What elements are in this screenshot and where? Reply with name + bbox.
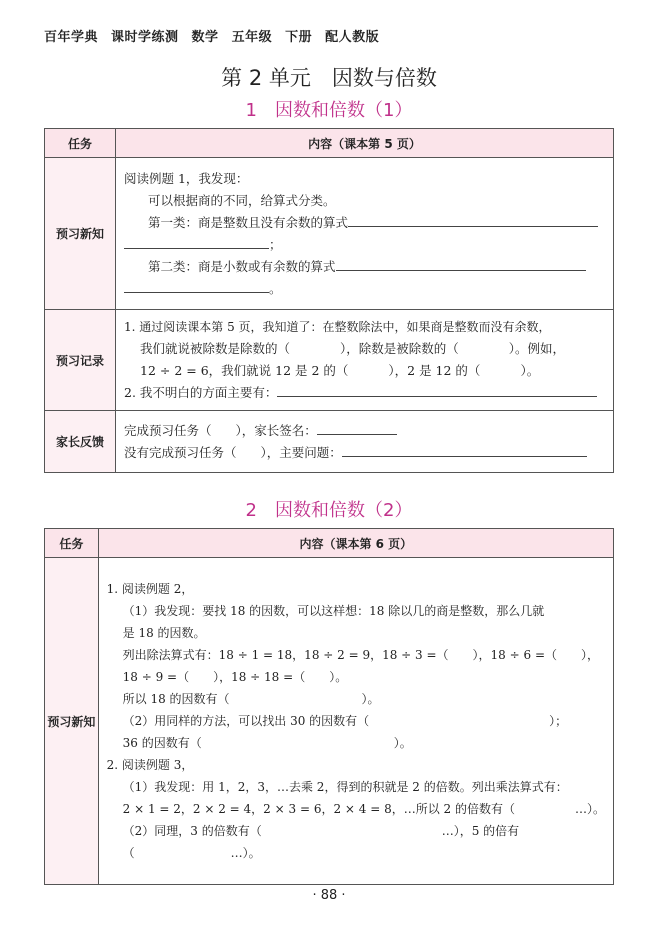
row-label: 预习新知 bbox=[45, 158, 116, 310]
answer-blank[interactable] bbox=[336, 256, 586, 271]
text-line: ）。例如， bbox=[508, 341, 566, 356]
text-line: 没有完成预习任务（ bbox=[124, 444, 237, 460]
unit-title: 第 2 单元 因数与倍数 bbox=[221, 66, 437, 90]
text-line: 2. 我不明白的方面主要有： bbox=[124, 385, 278, 400]
text-line: （2）同理，3 的倍数有（ …），5 的倍有 bbox=[122, 824, 520, 838]
row-label: 预习新知 bbox=[45, 558, 99, 885]
text-line: ； bbox=[269, 236, 282, 252]
col-content-header: 内容（课本第 6 页） bbox=[98, 529, 613, 558]
text-line: 所以 18 的因数有（ ）。 bbox=[122, 692, 380, 706]
text-line: ），家长签名： bbox=[235, 422, 317, 438]
page-number: · 88 · bbox=[312, 888, 346, 903]
text-line: 12 ÷ 2 = 6，我们就说 12 是 2 的（ bbox=[140, 363, 349, 378]
row-content bbox=[116, 310, 614, 411]
text-line: 2 × 1 = 2，2 × 2 = 4，2 × 3 = 6，2 × 4 = 8，…所以 2 的倍数有（ …）。 bbox=[122, 802, 605, 816]
text-line: 可以根据商的不同，给算式分类。 bbox=[148, 192, 336, 208]
book-header: 百年学典 课时学练测 数学 五年级 下册 配人教版 bbox=[44, 30, 380, 45]
col-task-header: 任务 bbox=[45, 529, 99, 558]
section-2-table bbox=[44, 528, 614, 885]
text-line: 第二类：商是小数或有余数的算式 bbox=[148, 258, 336, 274]
text-line: ），除数是被除数的（ bbox=[340, 341, 459, 356]
answer-blank[interactable] bbox=[124, 278, 269, 293]
answer-blank[interactable] bbox=[348, 212, 598, 227]
answer-blank[interactable] bbox=[342, 442, 587, 457]
text-line: 是 18 的因数。 bbox=[122, 626, 206, 640]
text-line: （1）我发现：用 1，2，3，…去乘 2，得到的积就是 2 的倍数。列出乘法算式有： bbox=[122, 780, 568, 794]
text-line: 1. 阅读例题 2， bbox=[106, 582, 194, 596]
section-1-table bbox=[44, 128, 614, 473]
col-content-header: 内容（课本第 5 页） bbox=[116, 129, 614, 158]
answer-blank[interactable] bbox=[277, 382, 597, 397]
text-line: 。 bbox=[269, 280, 282, 296]
text-line: 我们就说被除数是除数的（ bbox=[140, 341, 291, 356]
text-line: ），2 是 12 的（ bbox=[388, 363, 481, 378]
row-content bbox=[116, 411, 614, 473]
col-task-header: 任务 bbox=[45, 129, 116, 158]
text-line: （1）我发现：要找 18 的因数，可以这样想：18 除以几的商是整数，那么几就 bbox=[122, 604, 545, 618]
row-content bbox=[116, 158, 614, 310]
section-2-title: 2 因数和倍数（2） bbox=[245, 500, 413, 521]
text-line: 完成预习任务（ bbox=[124, 422, 212, 438]
row-label: 预习记录 bbox=[45, 310, 116, 411]
answer-blank[interactable] bbox=[124, 234, 269, 249]
section-1-title: 1 因数和倍数（1） bbox=[245, 100, 413, 121]
text-line: 36 的因数有（ ）。 bbox=[122, 736, 412, 750]
text-line: ），主要问题： bbox=[260, 444, 342, 460]
row-label: 家长反馈 bbox=[45, 411, 116, 473]
text-line: ）。 bbox=[520, 363, 540, 378]
text-line: 18 ÷ 9 =（ ），18 ÷ 18 =（ ）。 bbox=[122, 670, 348, 684]
text-line: （2）用同样的方法，可以找出 30 的因数有（ ）； bbox=[122, 714, 568, 728]
text-line: 1. 通过阅读课本第 5 页，我知道了：在整数除法中，如果商是整数而没有余数， bbox=[124, 320, 551, 334]
row-content bbox=[98, 558, 613, 885]
text-line: （ …）。 bbox=[122, 846, 261, 860]
text-line: 第一类：商是整数且没有余数的算式 bbox=[148, 214, 349, 230]
signature-blank[interactable] bbox=[317, 420, 397, 435]
text-line: 阅读例题 1，我发现： bbox=[124, 170, 249, 186]
text-line: 2. 阅读例题 3， bbox=[106, 758, 194, 772]
text-line: 列出除法算式有：18 ÷ 1 = 18，18 ÷ 2 = 9，18 ÷ 3 =（ ），18 ÷ 6 =（ ）， bbox=[122, 648, 600, 662]
